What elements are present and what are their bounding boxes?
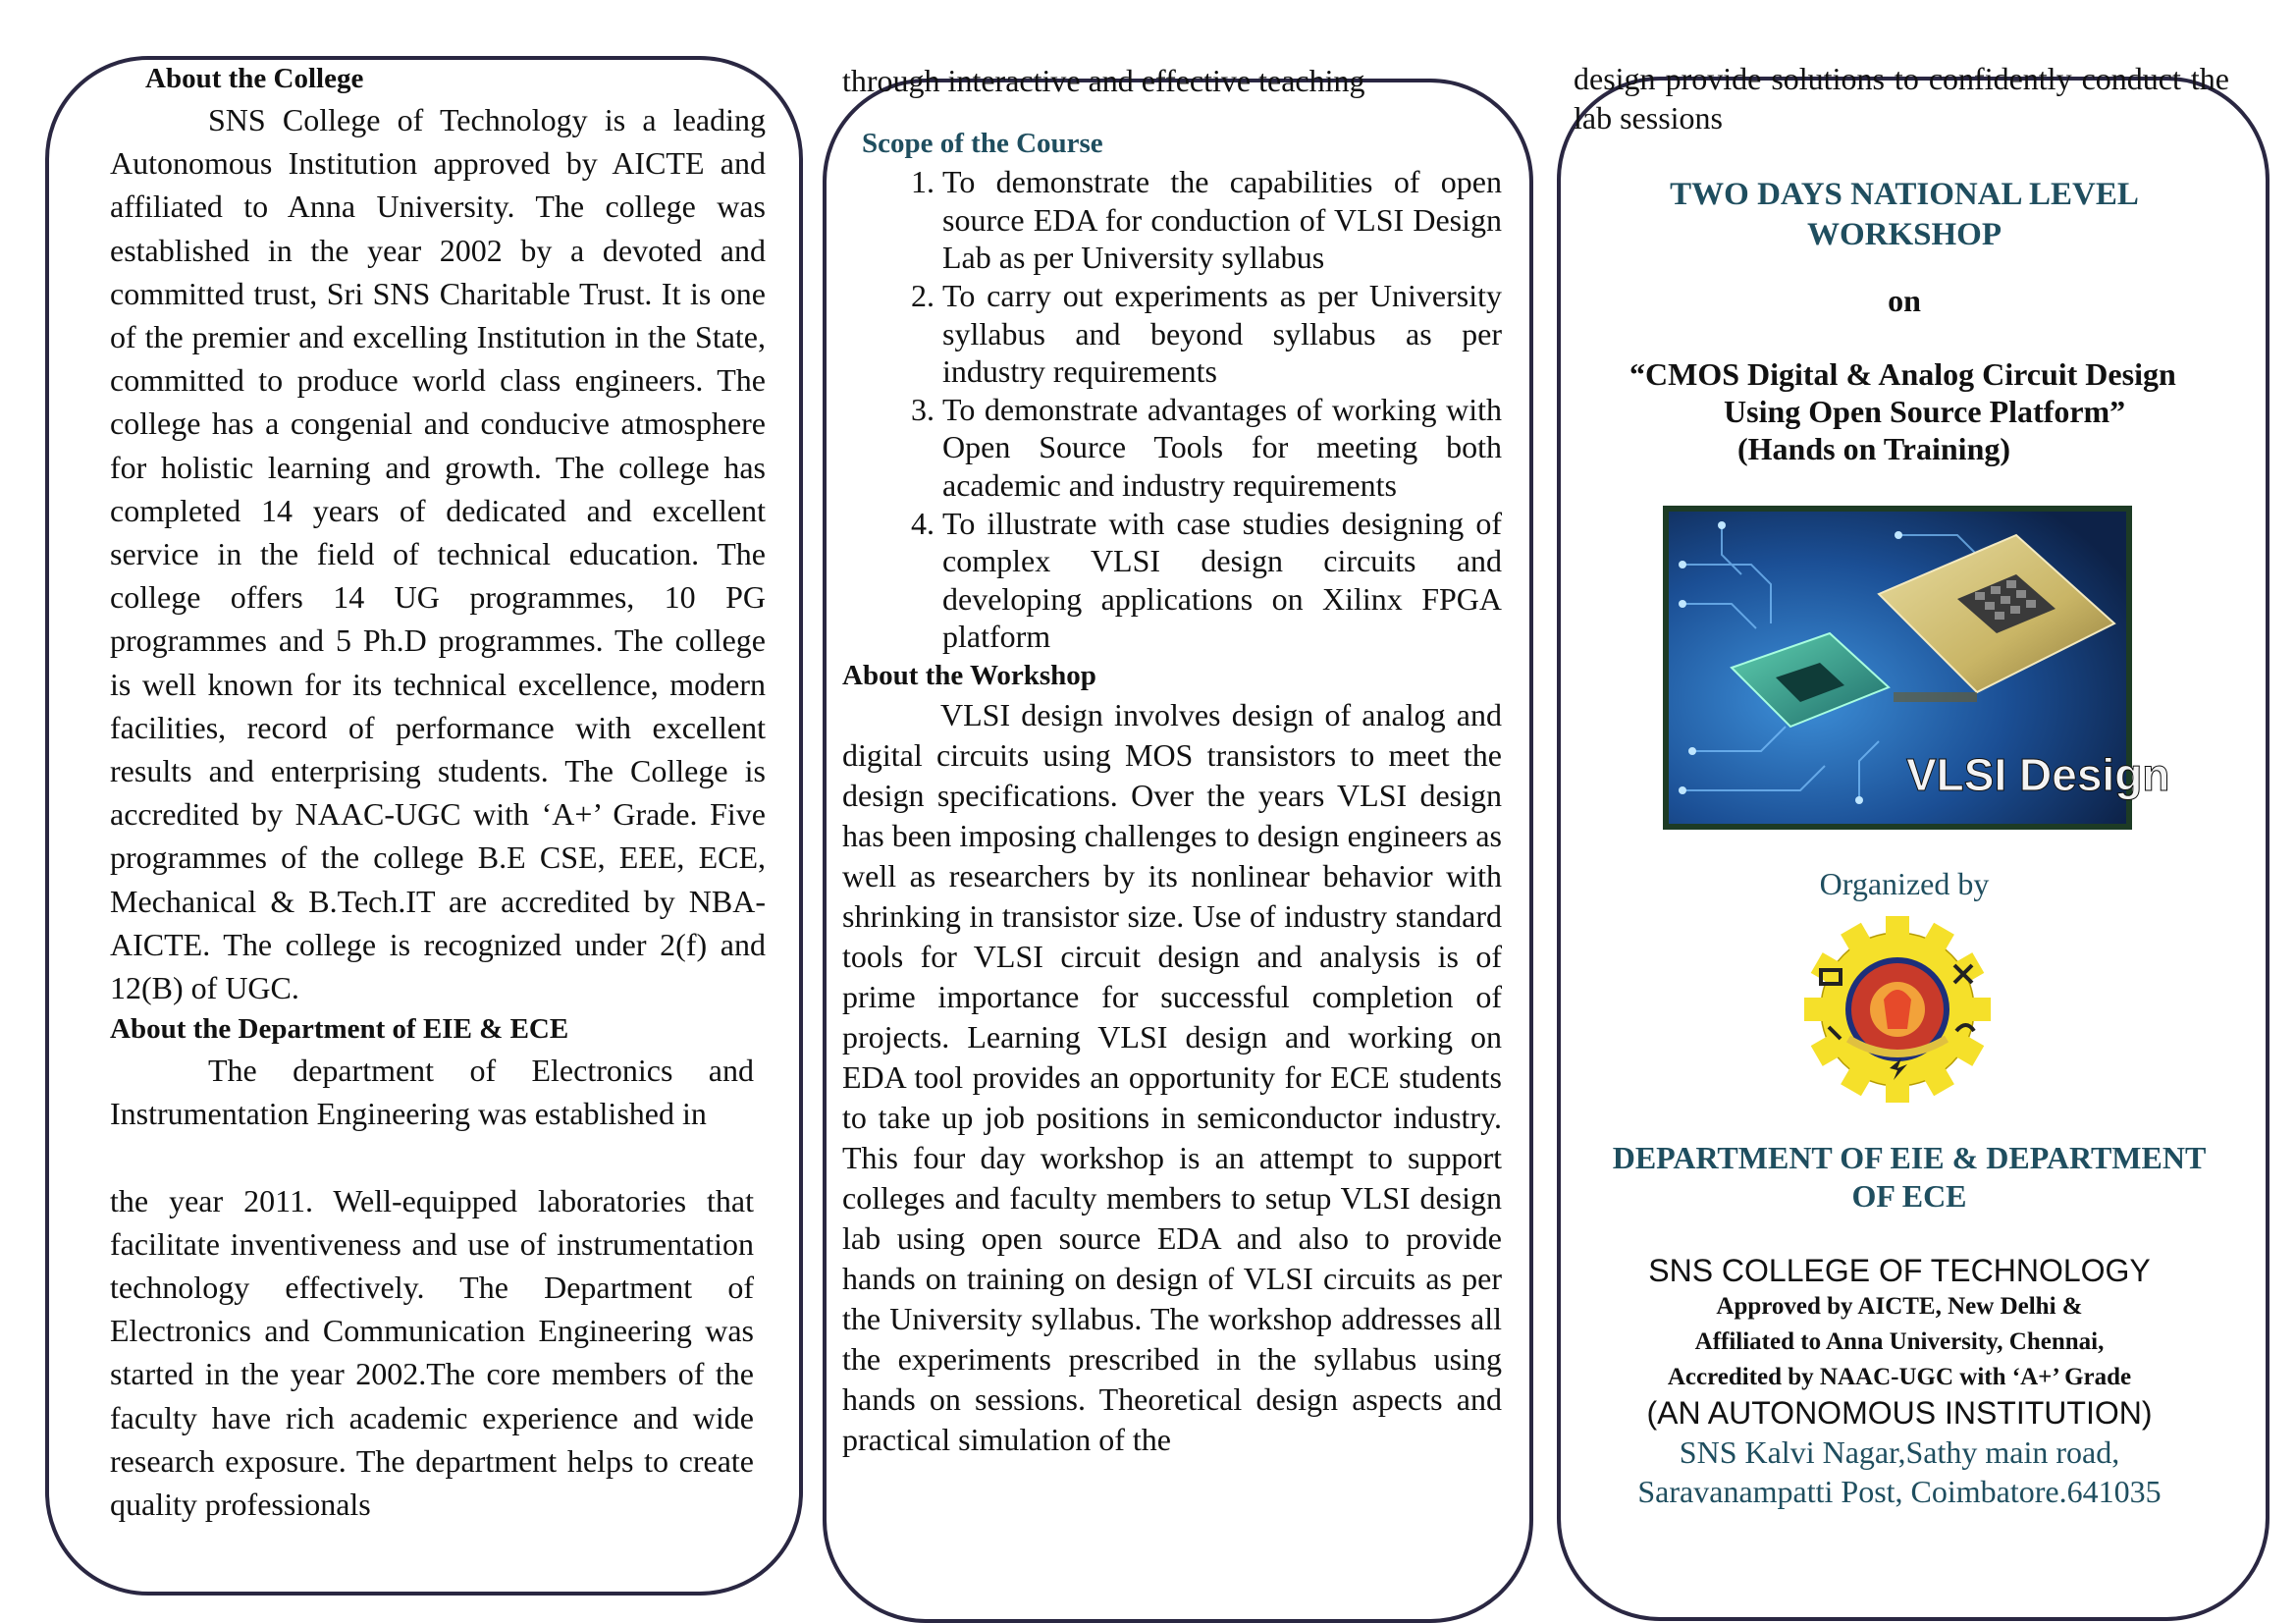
dept-line2: OF ECE <box>1851 1178 1967 1214</box>
topic-line1: “CMOS Digital & Analog Circuit Design <box>1629 356 2176 392</box>
department-description-part1: The department of Electronics and Instrumentation Engineering was established in <box>110 1053 754 1132</box>
workshop-description: VLSI design involves design of analog and digital circuits using MOS transistors to meet the design specifications. Over the years VLSI design has been imposing challenges to design engineers as well as researchers by its nonlinear behavior with shrinking in transistor size. Use of industry standard tools for VLSI circuit design and analysis is of prime importance for successful completion of projects. Learning VLSI design and working on EDA tool provides an opportunity for ECE students to take up job positions in semiconductor industry. This four day workshop is an attempt to support colleges and faculty members to setup VLSI design lab using open source EDA and also to provide hands on training on design of VLSI circuits as per the University syllabus. The workshop addresses all the experiments prescribed in the syllabus using hands on sessions. Theoretical design aspects and practical simulation of the <box>842 696 1502 1457</box>
middle-column <box>842 59 1502 1460</box>
approved-line2: Affiliated to Anna University, Chennai, <box>1694 1328 2105 1355</box>
approved-line1: Approved by AICTE, New Delhi & <box>1716 1293 2083 1320</box>
topic-line3: (Hands on Training) <box>1737 431 2011 466</box>
address-line2: Saravanampatti Post, Coimbatore.641035 <box>1637 1474 2162 1509</box>
college-address <box>1585 1433 2214 1511</box>
college-description: SNS College of Technology is a leading Autonomous Institution approved by AICTE and affiliated to Anna University. The college was established in the year 2002 by a devoted and committed trust, Sri SNS Charitable Trust. It is one of the premier and excelling Institution in the State, committed to produce world class engineers. The college has a congenial and conducive atmosphere for holistic learning and growth. The college has completed 14 years of dedicated and excellent service in the field of technical education. The college offers 14 UG programmes, 10 PG programmes and 5 Ph.D programmes. The college is well known for its technical excellence, modern facilities, record of performance with excellent results and enterprising students. The College is accredited by NAAC-UGC with ‘A+’ Grade. Five programmes of the college B.E CSE, EEE, ECE, Mechanical & B.Tech.IT are accredited by NBA-AICTE. The college is recognized under 2(f) and 12(B) of UGC. <box>110 102 766 1006</box>
scope-list <box>842 163 1502 656</box>
scope-item: 1. To demonstrate the capabilities of open source EDA for conduction of VLSI Design Lab as per University syllabus <box>942 163 1502 277</box>
vlsi-image-caption: VLSI Design <box>1906 749 2170 800</box>
workshop-title-line1: TWO DAYS NATIONAL LEVEL <box>1670 177 2139 212</box>
workshop-title <box>1590 175 2218 255</box>
college-name: SNS COLLEGE OF TECHNOLOGY <box>1648 1253 2151 1288</box>
scope-item: 3. To demonstrate advantages of working with Open Source Tools for meeting both academic and industry requirements <box>942 391 1502 505</box>
dept-line1: DEPARTMENT OF EIE & DEPARTMENT <box>1612 1140 2207 1175</box>
approved-line3: Accredited by NAAC-UGC with ‘A+’ Grade <box>1667 1364 2132 1390</box>
accreditation-info <box>1585 1289 2214 1395</box>
heading-about-department: About the Department of EIE & ECE <box>110 1013 569 1046</box>
workshop-title-line2: WORKSHOP <box>1806 217 2002 252</box>
workshop-topic <box>1629 355 2218 467</box>
scope-item: 4. To illustrate with case studies designing of complex VLSI design circuits and developing applications on Xilinx FPGA platform <box>942 505 1502 656</box>
topic-line2: Using Open Source Platform” <box>1724 394 2126 429</box>
college-logo <box>1799 916 1996 1103</box>
vlsi-chip-image <box>1663 506 2170 830</box>
organized-by-label: Organized by <box>1819 866 1990 901</box>
on-label: on <box>1888 283 1921 318</box>
heading-about-college: About the College <box>145 63 364 94</box>
scope-item: 2. To carry out experiments as per University syllabus and beyond syllabus as per industry requirements <box>942 277 1502 391</box>
heading-scope: Scope of the Course <box>862 128 1103 160</box>
left-column <box>110 59 766 1526</box>
organizing-departments <box>1585 1139 2233 1216</box>
right-continued-text: design provide solutions to confidently conduct the lab sessions <box>1574 61 2229 135</box>
heading-about-workshop: About the Workshop <box>842 659 1096 691</box>
department-description-part2: the year 2011. Well-equipped laboratories that facilitate inventiveness and use of instrumentation technology effectively. The Department of Electronics and Communication Engineering was started in the year 2002.The core members of the faculty have rich academic experience and wide research exposure. The department helps to create quality professionals <box>110 1182 754 1523</box>
autonomous-label: (AN AUTONOMOUS INSTITUTION) <box>1646 1395 2153 1431</box>
continued-text: through interactive and effective teaching <box>842 63 1365 98</box>
address-line1: SNS Kalvi Nagar,Sathy main road, <box>1679 1434 2120 1470</box>
